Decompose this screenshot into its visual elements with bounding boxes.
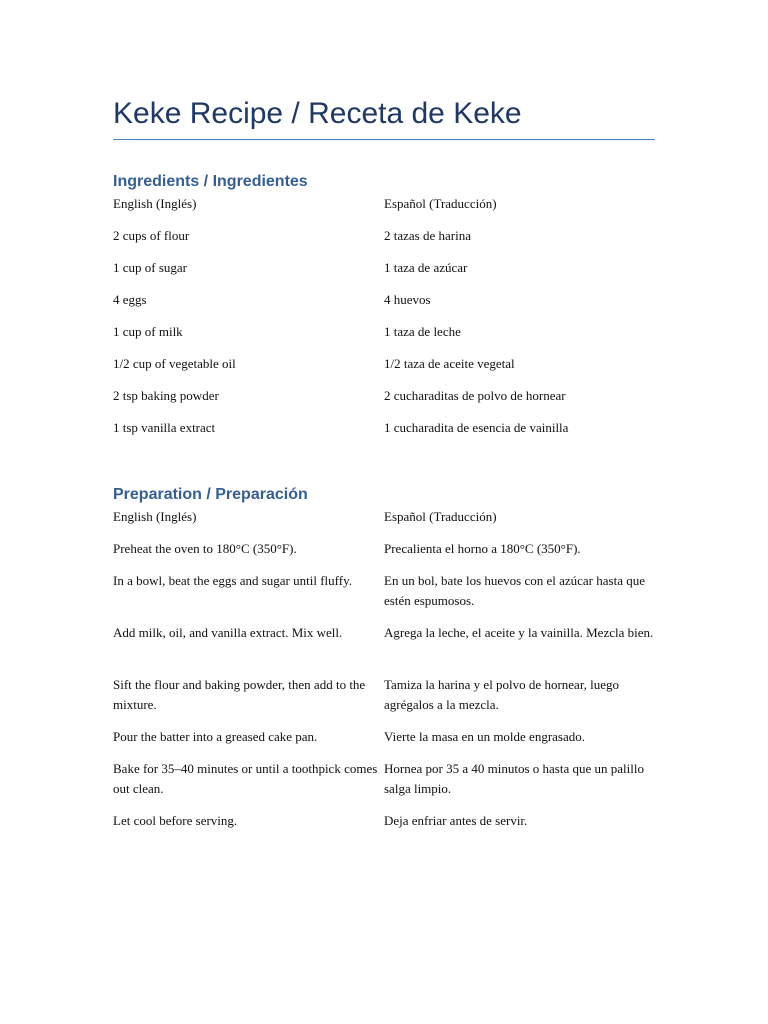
ingredient-en: 1 cup of sugar <box>113 260 188 275</box>
ingredients-heading: Ingredients / Ingredientes <box>113 173 308 190</box>
step-en: Add milk, oil, and vanilla extract. Mix well. <box>113 625 343 640</box>
ingredient-row <box>113 354 656 386</box>
ingredient-row <box>113 258 656 290</box>
ingredient-en: 4 eggs <box>113 292 147 307</box>
preparation-step-row <box>113 675 656 727</box>
ingredients-column-es: Español (Traducción) <box>384 196 497 211</box>
step-es: Tamiza la harina y el polvo de hornear, luego agrégalos a la mezcla. <box>384 677 620 712</box>
ingredient-en: 1 tsp vanilla extract <box>113 420 216 435</box>
ingredient-es: 1 cucharadita de esencia de vainilla <box>384 420 569 435</box>
step-en: In a bowl, beat the eggs and sugar until fluffy. <box>113 573 352 588</box>
ingredient-es: 1 taza de leche <box>384 324 461 339</box>
step-en: Bake for 35–40 minutes or until a toothpick comes out clean. <box>113 761 378 796</box>
ingredient-row <box>113 386 656 418</box>
preparation-header-row <box>113 507 656 539</box>
preparation-heading: Preparation / Preparación <box>113 486 308 503</box>
preparation-step-row <box>113 539 656 571</box>
step-es: Deja enfriar antes de servir. <box>384 813 528 828</box>
ingredient-row <box>113 290 656 322</box>
ingredient-es: 2 tazas de harina <box>384 228 471 243</box>
ingredient-row <box>113 322 656 354</box>
ingredients-column-en: English (Inglés) <box>113 196 197 211</box>
ingredient-row <box>113 418 656 450</box>
preparation-section <box>113 483 656 843</box>
step-es: En un bol, bate los huevos con el azúcar hasta que estén espumosos. <box>384 573 645 608</box>
ingredient-en: 2 tsp baking powder <box>113 388 219 403</box>
ingredients-header-row <box>113 194 656 226</box>
step-es: Precalienta el horno a 180°C (350°F). <box>384 541 581 556</box>
ingredient-es: 2 cucharaditas de polvo de hornear <box>384 388 566 403</box>
preparation-step-row <box>113 571 656 623</box>
step-en: Pour the batter into a greased cake pan. <box>113 729 318 744</box>
document-title: Keke Recipe / Receta de Keke <box>113 97 522 130</box>
step-en: Preheat the oven to 180°C (350°F). <box>113 541 297 556</box>
ingredient-es: 1 taza de azúcar <box>384 260 468 275</box>
ingredient-row <box>113 226 656 258</box>
step-es: Agrega la leche, el aceite y la vainilla. Mezcla bien. <box>384 625 654 640</box>
ingredient-en: 2 cups of flour <box>113 228 190 243</box>
preparation-step-row <box>113 623 656 675</box>
preparation-column-es: Español (Traducción) <box>384 509 497 524</box>
preparation-step-row <box>113 727 656 759</box>
preparation-step-row <box>113 811 656 843</box>
ingredients-section <box>113 170 656 450</box>
title-underline <box>113 139 655 140</box>
step-es: Hornea por 35 a 40 minutos o hasta que un palillo salga limpio. <box>384 761 644 796</box>
step-en: Sift the flour and baking powder, then add to the mixture. <box>113 677 366 712</box>
step-es: Vierte la masa en un molde engrasado. <box>384 729 586 744</box>
step-en: Let cool before serving. <box>113 813 238 828</box>
preparation-column-en: English (Inglés) <box>113 509 197 524</box>
ingredient-es: 1/2 taza de aceite vegetal <box>384 356 515 371</box>
ingredient-en: 1/2 cup of vegetable oil <box>113 356 236 371</box>
preparation-step-row <box>113 759 656 811</box>
ingredient-es: 4 huevos <box>384 292 431 307</box>
ingredient-en: 1 cup of milk <box>113 324 183 339</box>
